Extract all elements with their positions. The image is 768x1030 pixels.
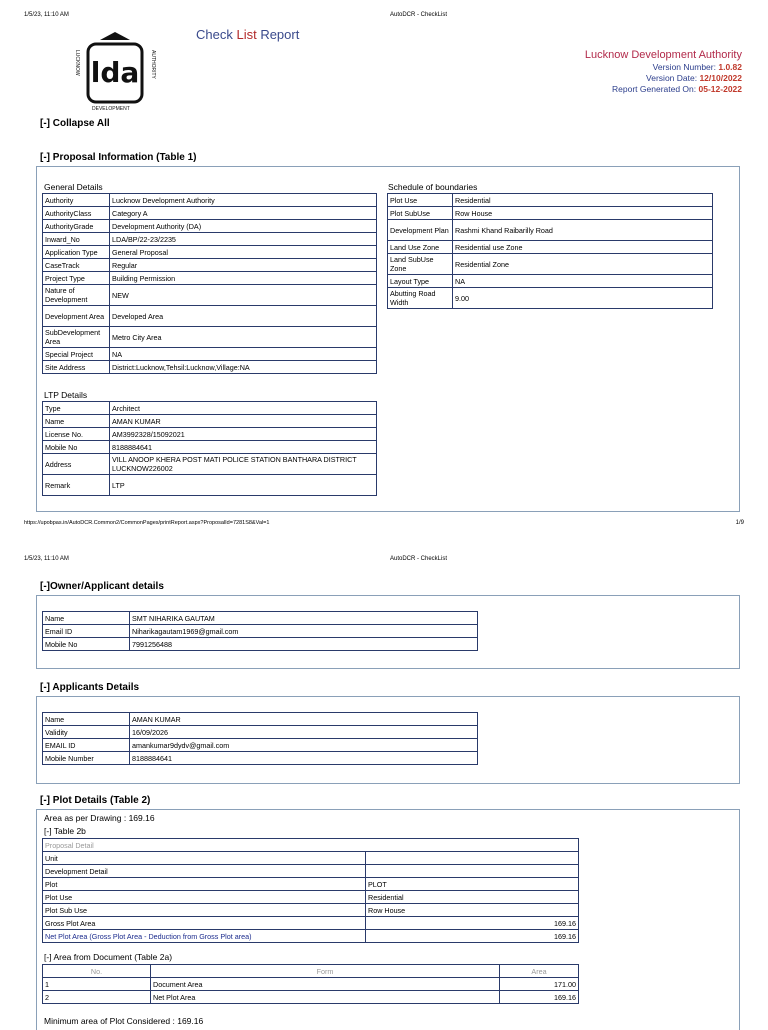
row-value: Building Permission bbox=[110, 272, 377, 285]
row-value: 16/09/2026 bbox=[130, 726, 478, 739]
table-row bbox=[43, 361, 377, 374]
row-value: Regular bbox=[110, 259, 377, 272]
row-value: NEW bbox=[110, 285, 377, 306]
row-label: Name bbox=[43, 415, 110, 428]
row-label: Development Plan bbox=[388, 220, 453, 241]
table-row bbox=[43, 272, 377, 285]
table-row bbox=[388, 275, 713, 288]
general-details-label: General Details bbox=[44, 182, 103, 192]
table-row bbox=[43, 259, 377, 272]
row-label: CaseTrack bbox=[43, 259, 110, 272]
table-cell: 2 bbox=[43, 991, 151, 1004]
version-date: Version Date: 12/10/2022 bbox=[646, 73, 742, 83]
row-value: 7991256488 bbox=[130, 638, 478, 651]
row-value: Residential bbox=[366, 891, 579, 904]
row-value: Niharikagautam1969@gmail.com bbox=[130, 625, 478, 638]
row-value: AM3992328/15092021 bbox=[110, 428, 377, 441]
table-cell: 169.16 bbox=[500, 991, 579, 1004]
column-header: Form bbox=[151, 965, 500, 978]
table-row bbox=[43, 638, 478, 651]
row-value bbox=[366, 852, 579, 865]
table-row bbox=[43, 327, 377, 348]
row-value: 8188884641 bbox=[110, 441, 377, 454]
row-label: AuthorityGrade bbox=[43, 220, 110, 233]
row-value: 9.00 bbox=[453, 288, 713, 309]
row-label: Plot SubUse bbox=[388, 207, 453, 220]
owner-section-toggle[interactable]: [-]Owner/Applicant details bbox=[40, 581, 164, 592]
print-doc-title: AutoDCR - CheckList bbox=[390, 12, 448, 18]
table-row bbox=[43, 752, 478, 765]
row-value: 169.16 bbox=[366, 917, 579, 930]
table2b-header: Proposal Detail bbox=[43, 839, 579, 852]
table-row bbox=[43, 207, 377, 220]
table-row bbox=[43, 194, 377, 207]
row-value: 8188884641 bbox=[130, 752, 478, 765]
row-value: Residential bbox=[453, 194, 713, 207]
footer-url: https://upobpas.in/AutoDCR.Common2/CommonPages/printReport.aspx?ProposalId=7281S8&Val=1 bbox=[24, 520, 270, 526]
row-label: Project Type bbox=[43, 272, 110, 285]
row-label: Validity bbox=[43, 726, 130, 739]
row-label: Plot Use bbox=[43, 891, 366, 904]
row-value: Category A bbox=[110, 207, 377, 220]
collapse-all-link[interactable]: [-] Collapse All bbox=[40, 118, 110, 129]
table-row bbox=[43, 454, 377, 475]
row-label: Layout Type bbox=[388, 275, 453, 288]
column-header: Area bbox=[500, 965, 579, 978]
table-row bbox=[43, 726, 478, 739]
svg-text:LUCKNOW: LUCKNOW bbox=[74, 50, 80, 76]
row-value: Row House bbox=[366, 904, 579, 917]
table-row bbox=[388, 207, 713, 220]
row-value: NA bbox=[453, 275, 713, 288]
row-label: Net Plot Area (Gross Plot Area - Deduction from Gross Plot area) bbox=[43, 930, 366, 943]
table2a bbox=[42, 964, 579, 1004]
row-value: 169.16 bbox=[366, 930, 579, 943]
row-label: Inward_No bbox=[43, 233, 110, 246]
row-value: General Proposal bbox=[110, 246, 377, 259]
report-title: Check List Report bbox=[196, 27, 300, 42]
table-row bbox=[43, 625, 478, 638]
applicants-section-toggle[interactable]: [-] Applicants Details bbox=[40, 682, 140, 693]
row-label: Plot Use bbox=[388, 194, 453, 207]
table-row bbox=[43, 233, 377, 246]
row-label: License No. bbox=[43, 428, 110, 441]
table-row bbox=[43, 865, 579, 878]
column-header: No. bbox=[43, 965, 151, 978]
row-value: District:Lucknow,Tehsil:Lucknow,Village:NA bbox=[110, 361, 377, 374]
row-label: Application Type bbox=[43, 246, 110, 259]
row-label: Authority bbox=[43, 194, 110, 207]
applicants-table bbox=[42, 712, 478, 765]
row-label: Mobile No bbox=[43, 638, 130, 651]
row-label: Remark bbox=[43, 475, 110, 496]
row-value: Residential Zone bbox=[453, 254, 713, 275]
row-label: Mobile No bbox=[43, 441, 110, 454]
table-cell: Document Area bbox=[151, 978, 500, 991]
row-value: Metro City Area bbox=[110, 327, 377, 348]
row-label: Abutting Road Width bbox=[388, 288, 453, 309]
proposal-section-toggle[interactable]: [-] Proposal Information (Table 1) bbox=[40, 152, 197, 163]
row-label: Name bbox=[43, 713, 130, 726]
table-row bbox=[43, 475, 377, 496]
print-doc-title-2: AutoDCR - CheckList bbox=[390, 556, 448, 562]
row-label: Address bbox=[43, 454, 110, 475]
table-row bbox=[43, 739, 478, 752]
table-row bbox=[43, 904, 579, 917]
table-row bbox=[43, 713, 478, 726]
table-cell: 171.00 bbox=[500, 978, 579, 991]
table-row bbox=[43, 891, 579, 904]
table-row bbox=[43, 402, 377, 415]
schedule-table bbox=[387, 193, 713, 309]
row-label: Special Project bbox=[43, 348, 110, 361]
row-label: Name bbox=[43, 612, 130, 625]
print-timestamp-2: 1/5/23, 11:10 AM bbox=[24, 556, 69, 562]
table-row bbox=[43, 917, 579, 930]
area-as-per-drawing: Area as per Drawing : 169.16 bbox=[44, 813, 155, 823]
table-row bbox=[43, 428, 377, 441]
table-row bbox=[388, 194, 713, 207]
table2b-toggle[interactable]: [-] Table 2b bbox=[44, 826, 86, 836]
table-row bbox=[43, 415, 377, 428]
row-label: Nature of Development bbox=[43, 285, 110, 306]
owner-table bbox=[42, 611, 478, 651]
plot-section-toggle[interactable]: [-] Plot Details (Table 2) bbox=[40, 795, 151, 806]
org-name: Lucknow Development Authority bbox=[584, 49, 742, 61]
general-details-table bbox=[42, 193, 377, 374]
row-value: amankumar9dydv@gmail.com bbox=[130, 739, 478, 752]
row-value: PLOT bbox=[366, 878, 579, 891]
row-value: SMT NIHARIKA GAUTAM bbox=[130, 612, 478, 625]
ltp-details-table bbox=[42, 401, 377, 496]
table-row bbox=[43, 441, 377, 454]
row-label: Gross Plot Area bbox=[43, 917, 366, 930]
row-label: AuthorityClass bbox=[43, 207, 110, 220]
table-row bbox=[388, 288, 713, 309]
row-label: Mobile Number bbox=[43, 752, 130, 765]
row-value: AMAN KUMAR bbox=[110, 415, 377, 428]
table-row bbox=[43, 991, 579, 1004]
row-value: Rashmi Khand Raibarilly Road bbox=[453, 220, 713, 241]
row-label: Site Address bbox=[43, 361, 110, 374]
row-value: Development Authority (DA) bbox=[110, 220, 377, 233]
table-row bbox=[388, 241, 713, 254]
row-label: Type bbox=[43, 402, 110, 415]
row-label: Development Area bbox=[43, 306, 110, 327]
table-row bbox=[43, 285, 377, 306]
row-label: Plot bbox=[43, 878, 366, 891]
svg-text:lda: lda bbox=[90, 56, 140, 89]
row-value: AMAN KUMAR bbox=[130, 713, 478, 726]
row-value: NA bbox=[110, 348, 377, 361]
table-cell: 1 bbox=[43, 978, 151, 991]
table-row bbox=[43, 930, 579, 943]
row-label: SubDevelopment Area bbox=[43, 327, 110, 348]
svg-text:AUTHORITY: AUTHORITY bbox=[150, 50, 156, 79]
row-label: Plot Sub Use bbox=[43, 904, 366, 917]
table-row bbox=[43, 612, 478, 625]
table-row bbox=[388, 220, 713, 241]
page-number: 1/9 bbox=[735, 520, 744, 526]
table-row bbox=[43, 246, 377, 259]
row-label: Email ID bbox=[43, 625, 130, 638]
report-generated: Report Generated On: 05-12-2022 bbox=[612, 84, 742, 94]
table-row bbox=[43, 852, 579, 865]
row-label: Land Use Zone bbox=[388, 241, 453, 254]
table2a-toggle[interactable]: [-] Area from Document (Table 2a) bbox=[44, 952, 173, 962]
table-row bbox=[43, 978, 579, 991]
row-value: LDA/BP/22-23/2235 bbox=[110, 233, 377, 246]
table-cell: Net Plot Area bbox=[151, 991, 500, 1004]
table-row bbox=[43, 348, 377, 361]
version-number: Version Number: 1.0.82 bbox=[652, 62, 742, 72]
row-label: Unit bbox=[43, 852, 366, 865]
ltp-details-label: LTP Details bbox=[44, 390, 88, 400]
table2b bbox=[42, 838, 579, 943]
row-value: Row House bbox=[453, 207, 713, 220]
table-row bbox=[388, 254, 713, 275]
lda-logo bbox=[70, 30, 160, 115]
row-value: LTP bbox=[110, 475, 377, 496]
table-row bbox=[43, 306, 377, 327]
row-label: Land SubUse Zone bbox=[388, 254, 453, 275]
svg-text:DEVELOPMENT: DEVELOPMENT bbox=[92, 106, 130, 112]
table-row bbox=[43, 878, 579, 891]
min-area: Minimum area of Plot Considered : 169.16 bbox=[44, 1016, 204, 1026]
row-value: Architect bbox=[110, 402, 377, 415]
row-value: VILL ANOOP KHERA POST MATI POLICE STATION BANTHARA DISTRICT LUCKNOW226002 bbox=[110, 454, 377, 475]
row-label: Development Detail bbox=[43, 865, 366, 878]
table-row bbox=[43, 220, 377, 233]
print-timestamp: 1/5/23, 11:10 AM bbox=[24, 12, 69, 18]
row-value: Developed Area bbox=[110, 306, 377, 327]
row-value: Lucknow Development Authority bbox=[110, 194, 377, 207]
schedule-label: Schedule of boundaries bbox=[388, 182, 478, 192]
row-value: Residential use Zone bbox=[453, 241, 713, 254]
row-label: EMAIL ID bbox=[43, 739, 130, 752]
row-value bbox=[366, 865, 579, 878]
